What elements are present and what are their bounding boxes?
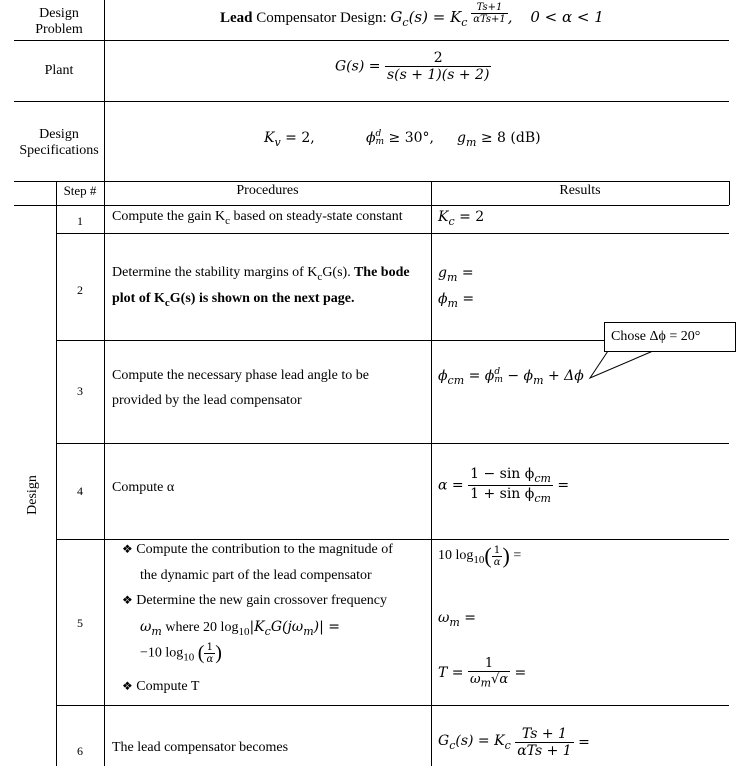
specs-label [14, 127, 104, 159]
step-5 [56, 616, 104, 631]
proc-2a-rest: G(s). [322, 265, 351, 280]
proc-1-text: Compute the gain K [112, 209, 226, 224]
proc-6-text: The lead compensator becomes [112, 740, 289, 755]
bullet2-close: )| = [313, 619, 341, 635]
bullet2-log-sub: 10 [238, 625, 250, 638]
result-4-num-text: 1 − sin ϕ [470, 466, 535, 482]
result-3 [438, 368, 584, 387]
proc-2b-text: plot of K [112, 291, 165, 306]
row1-bottom [56, 233, 729, 234]
bullet2-abs-k: |K [249, 619, 265, 635]
result-1-rest: = 2 [454, 209, 485, 225]
table-col-result-left [431, 181, 432, 766]
spec-gm [457, 130, 541, 149]
proc-3-line2 [112, 393, 302, 409]
result-5b [438, 610, 476, 629]
proc-3b-text: provided by the lead compensator [112, 393, 302, 408]
design-side-text: Design [25, 475, 40, 515]
proc-5-bullet2-cont-a [140, 619, 340, 638]
result-2b-phi: ϕ [438, 291, 448, 307]
res5b-omega: ω [438, 610, 450, 626]
res5c-end: = [514, 664, 527, 681]
bullet2-frac-den: α [206, 654, 214, 665]
res6-end: = [578, 734, 590, 751]
res5a-pre: 10 log [438, 548, 474, 563]
pm-sup: d [375, 129, 382, 139]
kv-rest: = 2, [280, 130, 315, 146]
result-5a [438, 543, 521, 569]
gm-symbol: g [457, 130, 466, 146]
step-3 [56, 384, 104, 399]
step-6-num: 6 [77, 744, 83, 758]
res6-g: G [438, 733, 450, 750]
proc-5-bullet2-cont-b [140, 642, 222, 665]
result-4-num [468, 466, 553, 486]
design-problem-text: Design Problem [35, 6, 83, 37]
table-col-step-left [56, 181, 57, 766]
result-2b [438, 291, 474, 310]
result-4-end: = [557, 477, 570, 494]
result-3-mid2: − ϕ [502, 368, 534, 384]
bullet2-text: Determine the new gain crossover frequency [136, 593, 387, 608]
col-step-text: Step # [63, 183, 97, 198]
bullet2-omega: ω [140, 619, 152, 635]
bullet2-rest: where 20 log [161, 620, 239, 635]
table-col-proc-left [104, 181, 105, 766]
row5-bottom [56, 705, 729, 706]
diamond-bullet-icon: ❖ [122, 593, 133, 607]
result-3-sub2: m [494, 375, 503, 385]
res6-k-sub: c [504, 738, 511, 752]
result-2b-sub: m [447, 296, 458, 310]
res5c-den-omega: ω [469, 672, 481, 687]
paren-close: ) [215, 642, 222, 664]
bullet1-text: Compute the contribution to the magnitude of [136, 542, 393, 557]
proc-2a-bold: The bode [350, 265, 410, 280]
diamond-bullet-icon: ❖ [122, 679, 133, 693]
step-2 [56, 283, 104, 298]
result-2a-g: g [438, 265, 447, 281]
gc-den: αTs+1 [473, 14, 506, 26]
bullet2-neg-log: −10 log [140, 645, 184, 661]
res6-den: αTs + 1 [517, 743, 572, 759]
callout-box [604, 322, 736, 352]
step-2-num: 2 [77, 283, 83, 297]
result-1 [438, 209, 484, 228]
proc-5-bullet1-cont [140, 568, 372, 584]
step-5-num: 5 [77, 616, 83, 630]
row4-bottom [56, 539, 729, 540]
gc-k-sub: c [461, 16, 468, 29]
proc-5-bullet1 [122, 542, 393, 558]
pm-symbol: ϕ [366, 130, 376, 146]
pm-rest: ≥ 30°, [384, 130, 434, 146]
proc-6 [112, 740, 288, 756]
spec-pm [366, 130, 434, 146]
result-2a-rest: = [457, 265, 474, 281]
plant-num: 2 [385, 50, 491, 67]
result-4-den-text: 1 + sin ϕ [470, 485, 535, 502]
proc-4-text: Compute α [112, 480, 175, 495]
table-header-bottom [14, 205, 729, 206]
col-results-text: Results [559, 183, 601, 198]
bullet2-neg-log-sub: 10 [183, 651, 195, 664]
result-3-sub: cm [447, 373, 465, 387]
table-right-border [729, 181, 730, 205]
res5a-fraction [492, 545, 503, 568]
alpha-range: 0 < α < 1 [530, 8, 604, 26]
result-5c [438, 656, 526, 690]
step-4-num: 4 [77, 484, 83, 498]
proc-2-line2 [112, 291, 355, 309]
res5a-sub: 10 [473, 554, 485, 567]
res6-fraction [515, 726, 574, 759]
proc-1-sub: c [225, 214, 231, 227]
proc-2b-rest: G(s) is shown on the next page. [169, 291, 355, 306]
res5c-den-rest: √α [491, 672, 509, 687]
bullet2-tail: G(jω [270, 619, 304, 635]
diamond-bullet-icon: ❖ [122, 542, 133, 556]
result-2a [438, 265, 474, 284]
design-side-label [25, 474, 45, 516]
res5c-den [468, 672, 510, 690]
res6-g-sub: c [449, 738, 456, 752]
res6-rest: (s) = K [455, 733, 505, 750]
proc-1-rest: based on steady-state constant [230, 209, 403, 224]
top-border [14, 40, 729, 41]
res5c-lhs: T = [438, 664, 464, 681]
bullet3-text: Compute T [136, 679, 200, 694]
plant-den: s(s + 1)(s + 2) [386, 67, 490, 83]
title-rest: Compensator Design: [256, 10, 387, 26]
res5a-paren-close: ) [502, 543, 510, 568]
plant-fraction [385, 50, 491, 83]
plant-label [14, 63, 104, 79]
kv-symbol: K [264, 130, 275, 146]
res5a-paren-open: ( [484, 543, 492, 568]
col-proc-text: Procedures [236, 183, 299, 198]
col-step-header [56, 183, 104, 199]
result-2a-sub: m [446, 270, 458, 284]
result-3-end: + Δϕ [543, 368, 584, 384]
gm-sub: m [465, 135, 477, 149]
gc-fraction [471, 2, 508, 25]
gm-rest: ≥ 8 (dB) [476, 130, 541, 146]
compensator-title [220, 2, 604, 29]
proc-3-line1 [112, 368, 369, 384]
pm-sub: m [375, 137, 385, 147]
proc-1 [112, 209, 403, 227]
res6-num: Ts + 1 [515, 726, 574, 743]
proc-2a-text: Determine the stability margins of K [112, 265, 318, 280]
result-4-num-sub: cm [534, 471, 551, 485]
bullet2-frac-num: 1 [204, 642, 215, 654]
specs-left-divider [104, 101, 105, 181]
step-4 [56, 484, 104, 499]
res5a-den: α [493, 556, 501, 568]
gc-mid: (s) = K [408, 8, 462, 26]
result-2b-rest: = [457, 291, 475, 307]
gc-sub: c [402, 16, 409, 29]
plant-equation [335, 50, 491, 83]
callout-text: Chose Δϕ = 20° [611, 329, 701, 344]
result-3-mid: = ϕ [464, 368, 495, 384]
step-6 [56, 744, 104, 759]
res5a-end: = [513, 548, 522, 563]
proc-2-line1 [112, 265, 410, 283]
result-3-sub3: m [533, 373, 544, 387]
result-1-sub: c [448, 214, 455, 228]
result-4 [438, 466, 569, 505]
plant-lhs: G(s) = [335, 58, 381, 75]
res5c-den-sub: m [480, 676, 492, 690]
proc-5-bullet2 [122, 593, 387, 609]
design-problem-label [14, 6, 104, 38]
bullet2-fraction [204, 642, 215, 665]
gc-comma: , [507, 8, 513, 26]
bullet2-k-sub: c [264, 624, 271, 638]
res5c-num: 1 [468, 656, 510, 672]
res5a-num: 1 [492, 545, 503, 557]
title-bold: Lead [220, 10, 253, 26]
res5c-fraction [468, 656, 510, 690]
plant-text: Plant [44, 63, 74, 78]
step-1 [56, 214, 104, 229]
step-3-num: 3 [77, 384, 83, 398]
res6-lhs [438, 733, 511, 752]
spec-kv [264, 130, 315, 149]
result-3-phi: ϕ [438, 368, 448, 384]
res5b-rest: = [459, 610, 477, 626]
bullet2-omega-sub: m [151, 624, 162, 638]
step-1-num: 1 [77, 214, 83, 228]
res5b-sub: m [449, 615, 460, 629]
result-4-den-sub: cm [534, 491, 551, 505]
proc-5-bullet3 [122, 679, 199, 695]
bullet2-tail-sub: m [303, 624, 314, 638]
specs-text: Design Specifications [19, 127, 99, 158]
proc-2b-sub: c [164, 296, 170, 309]
paren-open: ( [197, 642, 205, 664]
gc-num: Ts+1 [471, 2, 508, 14]
col-proc-header [104, 183, 431, 199]
gc-lhs: G [390, 8, 403, 26]
result-3-sup2: d [494, 367, 501, 377]
result-4-fraction [468, 466, 553, 505]
col-results-header [431, 183, 729, 199]
result-6 [438, 726, 590, 759]
kv-sub: v [274, 135, 281, 149]
row3-bottom [56, 443, 729, 444]
result-4-den [468, 486, 553, 505]
proc-3a-text: Compute the necessary phase lead angle to be [112, 368, 369, 383]
plant-bottom-border [14, 101, 729, 102]
result-1-k: K [438, 209, 449, 225]
proc-4 [112, 480, 174, 496]
bullet1-cont-text: the dynamic part of the lead compensator [140, 568, 372, 583]
table-header-top [56, 181, 729, 182]
proc-2a-sub: c [317, 270, 323, 283]
result-4-lhs: α = [438, 477, 464, 494]
